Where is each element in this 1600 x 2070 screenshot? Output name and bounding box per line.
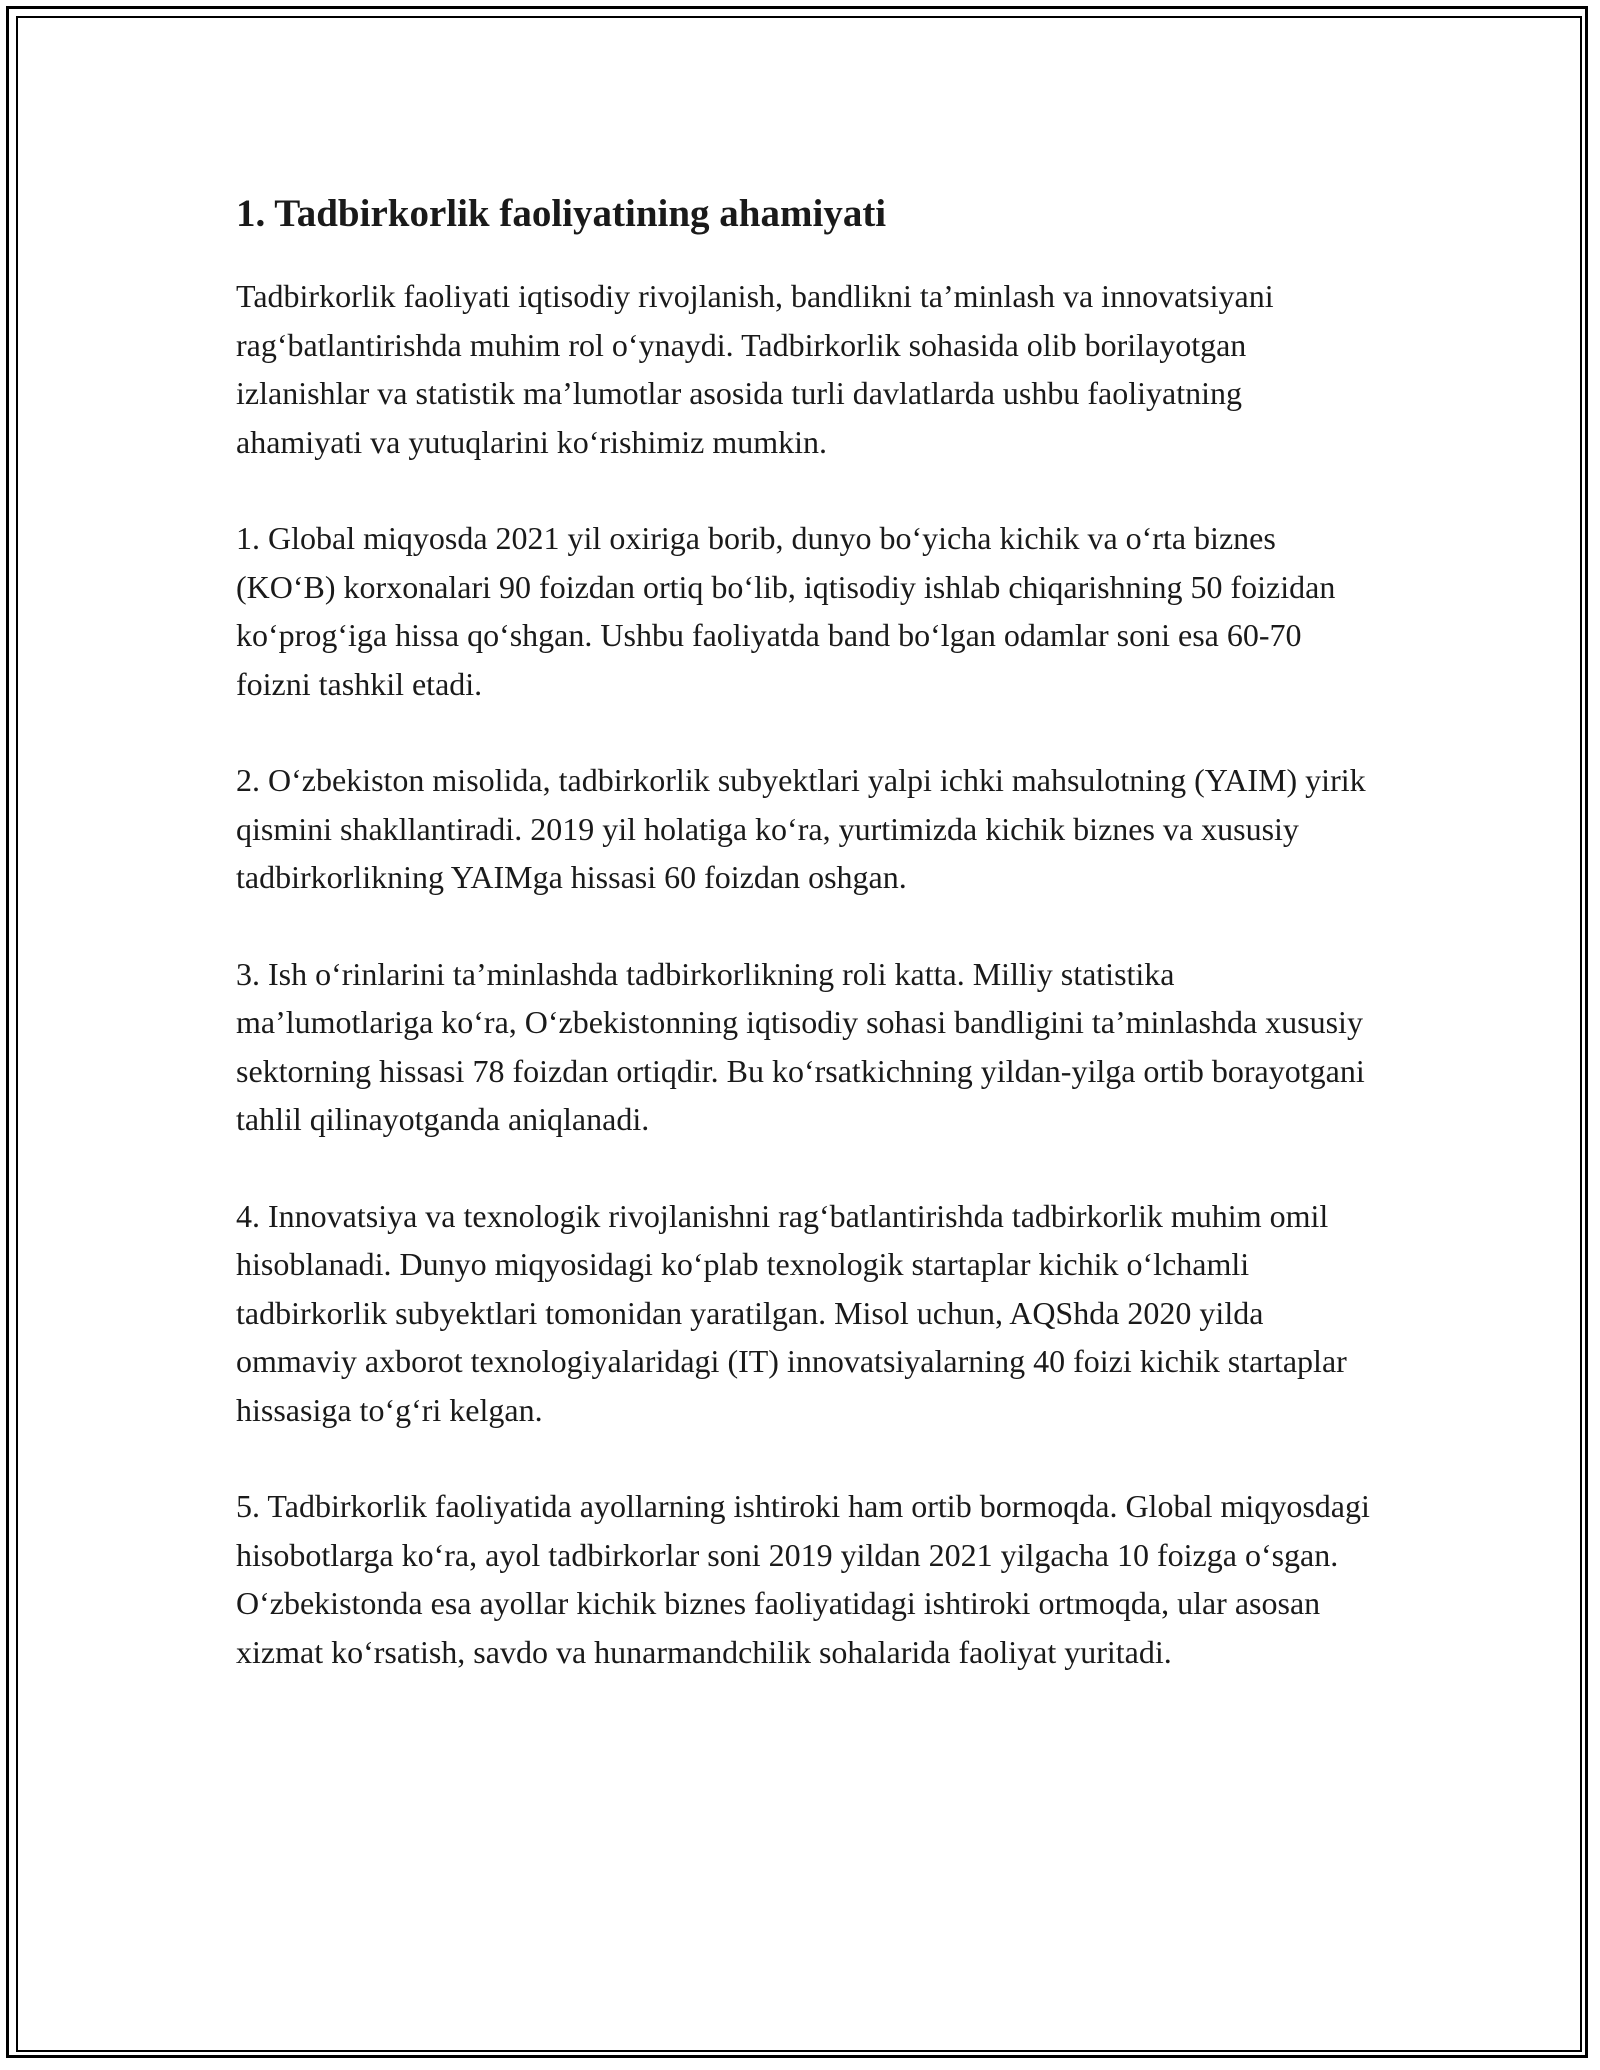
paragraph-item-5: 5. Tadbirkorlik faoliyatida ayollarning ishtiroki ham ortib bormoqda. Global miqyosdagi hisobotlarga koʻra, ayol tadbirkorlar soni 2019 yildan 2021 yilgacha 10 foizga oʻsgan. Oʻzbekistonda esa ayollar kichik biznes faoliyatidagi ishtiroki ortmoqda, ular asosan xizmat koʻrsatish, savdo va hunarmandchilik sohalarida faoliyat yuritadi. — [236, 1488, 1370, 1670]
section-title: 1. Tadbirkorlik faoliyatining ahamiyati — [236, 192, 887, 235]
intro-paragraph: Tadbirkorlik faoliyati iqtisodiy rivojlanish, bandlikni taʼminlash va innovatsiyani ragʻbatlantirishda muhim rol oʻynaydi. Tadbirkorlik sohasida olib borilayotgan izlanishlar va statistik maʼlumotlar asosida turli davlatlarda ushbu faoliyatning ahamiyati va yutuqlarini koʻrishimiz mumkin. — [236, 278, 1274, 460]
document-body — [236, 186, 1376, 1724]
paragraph-item-4: 4. Innovatsiya va texnologik rivojlanishni ragʻbatlantirishda tadbirkorlik muhim omil hisoblanadi. Dunyo miqyosidagi koʻplab texnologik startaplar kichik oʻlchamli tadbirkorlik subyektlari tomonidan yaratilgan. Misol uchun, AQShda 2020 yilda ommaviy axborot texnologiyalaridagi (IT) innovatsiyalarning 40 foizi kichik startaplar hissasiga toʻgʻri kelgan. — [236, 1197, 1347, 1428]
paragraph-item-3: 3. Ish oʻrinlarini taʼminlashda tadbirkorlikning roli katta. Milliy statistika maʼlumotlariga koʻra, Oʻzbekistonning iqtisodiy sohasi bandligini taʼminlashda xususiy sektorning hissasi 78 foizdan ortiqdir. Bu koʻrsatkichning yildan-yilga ortib borayotgani tahlil qilinayotganda aniqlanadi. — [236, 955, 1365, 1137]
paragraph-item-2: 2. Oʻzbekiston misolida, tadbirkorlik subyektlari yalpi ichki mahsulotning (YAIM) yirik qismini shakllantiradi. 2019 yil holatiga koʻra, yurtimizda kichik biznes va xususiy tadbirkorlikning YAIMga hissasi 60 foizdan oshgan. — [236, 762, 1366, 895]
paragraph-item-1: 1. Global miqyosda 2021 yil oxiriga borib, dunyo boʻyicha kichik va oʻrta biznes (KOʻB) korxonalari 90 foizdan ortiq boʻlib, iqtisodiy ishlab chiqarishning 50 foizidan koʻprogʻiga hissa qoʻshgan. Ushbu faoliyatda band boʻlgan odamlar soni esa 60-70 foizni tashkil etadi. — [236, 520, 1336, 702]
